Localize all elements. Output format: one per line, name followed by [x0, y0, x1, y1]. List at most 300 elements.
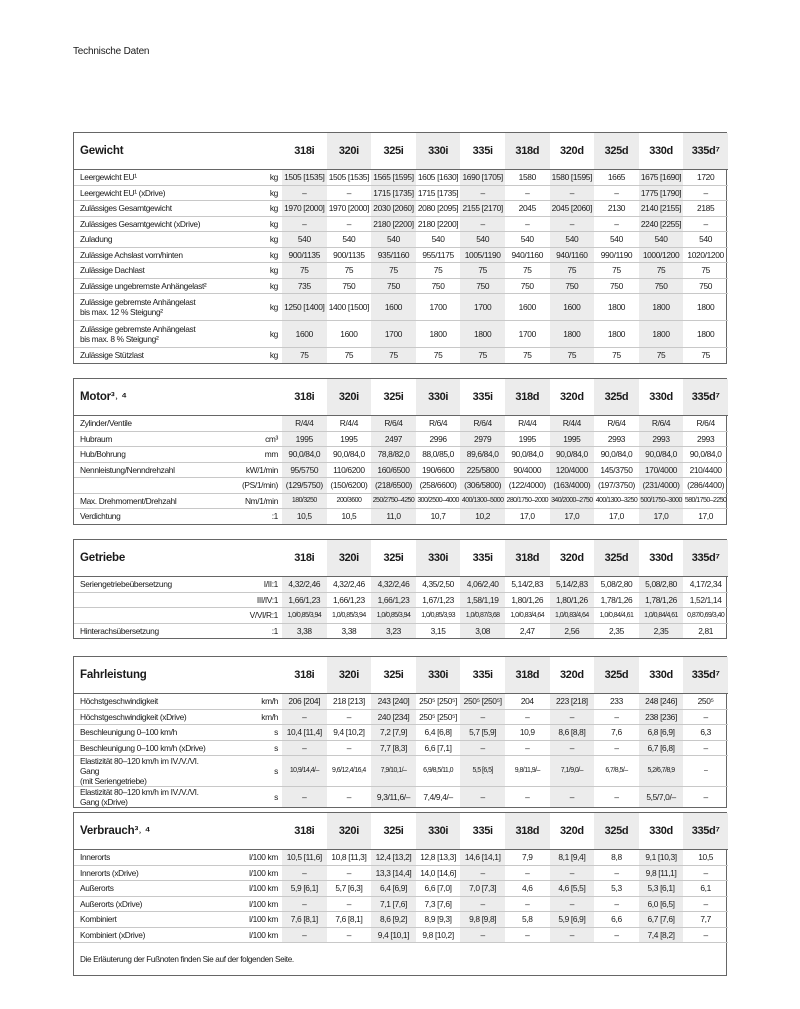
row-unit: (PS/1/min)	[214, 478, 282, 494]
value-cell: –	[327, 709, 372, 725]
value-cell: 2155 [2170]	[460, 201, 505, 217]
table-row	[74, 263, 728, 279]
model-header: 330i	[416, 379, 461, 416]
value-cell: 1800	[639, 294, 684, 321]
value-cell: 1,58/1,19	[460, 592, 505, 608]
value-cell: 8,6 [8,8]	[550, 725, 595, 741]
value-cell: R/6/4	[371, 416, 416, 432]
value-cell: –	[460, 740, 505, 756]
model-header: 325i	[371, 133, 416, 170]
value-cell: 1995	[282, 431, 327, 447]
value-cell: –	[460, 927, 505, 943]
row-unit: kW/1/min	[214, 462, 282, 478]
value-cell: 3,23	[371, 623, 416, 638]
row-label: Zulässige Dachlast	[74, 263, 214, 279]
value-cell: 7,6 [8,1]	[327, 912, 372, 928]
value-cell: 2180 [2200]	[416, 216, 461, 232]
table-row	[74, 725, 728, 741]
value-cell: 5,5 [6,5]	[460, 756, 505, 787]
value-cell: 75	[344, 350, 354, 361]
row-label: Verdichtung	[80, 511, 121, 522]
value-cell: 750	[327, 278, 372, 294]
value-cell: 243 [240]	[371, 694, 416, 710]
value-cell: 90,0/84,0	[594, 447, 639, 463]
value-cell: 190/6600	[416, 462, 461, 478]
value-cell: 1565 [1595]	[371, 170, 416, 186]
table-row	[74, 247, 728, 263]
value-cell: 1,0/0,85/3,93	[416, 608, 461, 624]
model-header: 320d	[550, 540, 595, 577]
value-cell: 1720	[683, 170, 728, 186]
model-header: 325d	[594, 379, 639, 416]
value-cell: –	[594, 216, 639, 232]
table-row	[74, 232, 728, 248]
model-header: 330i	[416, 813, 461, 850]
spec-table	[74, 813, 728, 975]
value-cell: R/6/4	[594, 416, 639, 432]
value-cell: 160/6500	[371, 462, 416, 478]
value-cell: 110/6200	[327, 462, 372, 478]
value-cell: 1970 [2000]	[327, 201, 372, 217]
value-cell: –	[282, 740, 327, 756]
value-cell: 200/3600	[327, 493, 372, 509]
value-cell: 540	[639, 232, 684, 248]
table-row	[74, 216, 728, 232]
model-header: 320i	[327, 657, 372, 694]
model-header: 320d	[550, 813, 595, 850]
value-cell: 6,6	[594, 912, 639, 928]
section-header-row	[74, 540, 728, 577]
row-unit: mm	[214, 447, 282, 463]
value-cell: 10,7	[430, 511, 446, 522]
section-title: Gewicht	[74, 133, 282, 170]
row-label: Kombiniert (xDrive)	[74, 927, 214, 943]
model-header: 318i	[282, 657, 327, 694]
value-cell: 1700	[371, 321, 416, 348]
value-cell: 1,0/0,85/3,94	[282, 608, 327, 624]
table-row	[74, 201, 728, 217]
value-cell: 14,6 [14,1]	[460, 850, 505, 866]
value-cell: –	[282, 185, 327, 201]
value-cell: –	[327, 185, 372, 201]
model-header: 318d	[505, 540, 550, 577]
row-label: Nennleistung/Nenndrehzahl	[74, 462, 214, 478]
value-cell: 1715 [1735]	[371, 185, 416, 201]
value-cell: 75	[460, 263, 505, 279]
model-header: 325d	[594, 657, 639, 694]
value-cell: 1,0/0,85/3,94	[327, 608, 372, 624]
value-cell: 75	[594, 263, 639, 279]
table-row	[74, 416, 728, 432]
row-unit: kg	[269, 350, 278, 361]
value-cell: 7,1 [7,6]	[371, 896, 416, 912]
table-row	[74, 709, 728, 725]
value-cell: 17,0	[698, 511, 714, 522]
value-cell: 900/1135	[282, 247, 327, 263]
value-cell: 2240 [2255]	[639, 216, 684, 232]
value-cell: 8,1 [9,4]	[550, 850, 595, 866]
value-cell: 4,32/2,46	[371, 577, 416, 593]
model-header: 318i	[282, 813, 327, 850]
value-cell: 940/1160	[505, 247, 550, 263]
table-row	[74, 462, 728, 478]
value-cell: 9,8 [9,8]	[460, 912, 505, 928]
value-cell: 1800	[594, 321, 639, 348]
value-cell: –	[683, 185, 728, 201]
section-header-row	[74, 133, 728, 170]
value-cell: 7,7	[683, 912, 728, 928]
value-cell: 1,0/0,83/4,64	[550, 608, 595, 624]
value-cell: 7,6	[594, 725, 639, 741]
row-unit: kg	[214, 232, 282, 248]
value-cell: –	[327, 896, 372, 912]
value-cell: –	[550, 865, 595, 881]
value-cell: 540	[594, 232, 639, 248]
model-header: 320i	[327, 133, 372, 170]
spec-table	[74, 379, 728, 524]
value-cell: 1,80/1,26	[550, 592, 595, 608]
model-header: 335i	[460, 813, 505, 850]
model-header: 318i	[282, 133, 327, 170]
value-cell: 14,0 [14,6]	[416, 865, 461, 881]
value-cell: (150/6200)	[327, 478, 372, 494]
table-row	[74, 431, 728, 447]
value-cell: –	[346, 792, 352, 802]
value-cell: 1,52/1,14	[683, 592, 728, 608]
value-cell: 5,7 [6,3]	[327, 881, 372, 897]
value-cell: 735	[282, 278, 327, 294]
model-header: 335d⁷	[683, 813, 728, 850]
value-cell: –	[282, 896, 327, 912]
row-unit: s	[274, 792, 279, 802]
value-cell: 5,14/2,83	[505, 577, 550, 593]
value-cell: 1800	[460, 321, 505, 348]
section-title: Getriebe	[74, 540, 282, 577]
row-label: Beschleunigung 0–100 km/h (xDrive)	[74, 740, 214, 756]
value-cell: 10,5 [11,6]	[282, 850, 327, 866]
value-cell: –	[594, 185, 639, 201]
value-cell: R/6/4	[683, 416, 728, 432]
value-cell: 5,9 [6,1]	[282, 881, 327, 897]
value-cell: 1800	[683, 321, 728, 348]
value-cell: –	[282, 865, 327, 881]
row-label: Elastizität 80–120 km/h im IV./V./VI. Gang (xDrive)	[80, 787, 199, 807]
value-cell: 90,0/84,0	[550, 447, 595, 463]
value-cell: –	[550, 927, 595, 943]
value-cell: 75	[282, 263, 327, 279]
value-cell: 78,8/82,0	[371, 447, 416, 463]
table-row	[74, 912, 728, 928]
value-cell: 2497	[371, 431, 416, 447]
value-cell: 7,4/9,4/–	[423, 792, 453, 802]
value-cell: –	[327, 927, 372, 943]
value-cell: 10,5	[683, 850, 728, 866]
value-cell: 750	[505, 278, 550, 294]
value-cell: 1800	[639, 321, 684, 348]
table-row	[74, 170, 728, 186]
value-cell: –	[505, 927, 550, 943]
value-cell: 2,35	[609, 625, 624, 636]
value-cell: –	[683, 865, 728, 881]
value-cell: –	[683, 709, 728, 725]
value-cell: 1,0/0,84/4,61	[639, 608, 684, 624]
model-header: 325d	[594, 540, 639, 577]
value-cell: –	[327, 865, 372, 881]
value-cell: –	[550, 896, 595, 912]
value-cell: (163/4000)	[550, 478, 595, 494]
value-cell: 7,4 [8,2]	[639, 927, 684, 943]
value-cell: 89,6/84,0	[460, 447, 505, 463]
value-cell: 540	[460, 232, 505, 248]
value-cell: 2140 [2155]	[639, 201, 684, 217]
value-cell: 9,8 [11,1]	[639, 865, 684, 881]
value-cell: 1505 [1535]	[282, 170, 327, 186]
value-cell: 1,66/1,23	[327, 592, 372, 608]
value-cell: 17,0	[550, 509, 595, 524]
row-label: Leergewicht EU¹ (xDrive)	[74, 185, 214, 201]
row-label: Innerorts	[74, 850, 214, 866]
row-label	[74, 592, 214, 608]
section-verbrauch	[73, 812, 727, 976]
value-cell: 6,4 [6,8]	[416, 725, 461, 741]
model-header: 325i	[371, 540, 416, 577]
value-cell: 9,4 [10,1]	[371, 927, 416, 943]
value-cell: 1,78/1,26	[639, 592, 684, 608]
value-cell: (129/5750)	[282, 478, 327, 494]
value-cell: 1600	[505, 294, 550, 321]
row-label: Zulässige ungebremste Anhängelast²	[74, 278, 214, 294]
model-header: 320i	[327, 379, 372, 416]
row-label: Zulässige Stützlast	[80, 350, 144, 361]
value-cell: 1675 [1690]	[639, 170, 684, 186]
value-cell: 1800	[594, 294, 639, 321]
value-cell: 6,6 [7,0]	[416, 881, 461, 897]
value-cell: 5,3 [6,1]	[639, 881, 684, 897]
value-cell: (258/6600)	[416, 478, 461, 494]
table-row	[74, 608, 728, 624]
value-cell: 250⁵ [250⁵]	[416, 709, 461, 725]
row-unit: l/100 km	[214, 850, 282, 866]
value-cell: 5,3	[594, 881, 639, 897]
value-cell: (231/4000)	[639, 478, 684, 494]
model-header: 335i	[460, 379, 505, 416]
value-cell: 9,8 [10,2]	[416, 927, 461, 943]
value-cell: –	[614, 792, 619, 802]
value-cell: 300/2500–4000	[416, 493, 461, 509]
value-cell: (286/4400)	[683, 478, 728, 494]
model-header: 325i	[371, 379, 416, 416]
spec-table	[74, 657, 728, 807]
model-header: 325d	[594, 133, 639, 170]
value-cell: –	[550, 740, 595, 756]
value-cell: R/4/4	[505, 416, 550, 432]
value-cell: 1,0/0,85/3,94	[371, 608, 416, 624]
value-cell: –	[505, 896, 550, 912]
value-cell: 540	[327, 232, 372, 248]
row-unit: kg	[214, 247, 282, 263]
value-cell: 1600	[327, 321, 372, 348]
model-header: 330i	[416, 540, 461, 577]
value-cell: 7,6 [8,1]	[282, 912, 327, 928]
model-header: 325i	[371, 657, 416, 694]
row-label: Hubraum	[74, 431, 214, 447]
value-cell: –	[282, 216, 327, 232]
value-cell: 17,0	[639, 509, 684, 524]
value-cell: 340/2000–2750	[550, 493, 595, 509]
value-cell: 1800	[550, 321, 595, 348]
row-label: Kombiniert	[74, 912, 214, 928]
value-cell: 2993	[683, 431, 728, 447]
value-cell: 5,7 [5,9]	[460, 725, 505, 741]
row-label: Zulässiges Gesamtgewicht (xDrive)	[74, 216, 214, 232]
row-unit: kg	[214, 321, 282, 348]
row-unit: l/100 km	[214, 881, 282, 897]
value-cell: 1800	[416, 321, 461, 348]
table-row	[74, 447, 728, 463]
value-cell: –	[594, 709, 639, 725]
value-cell: 1700	[505, 321, 550, 348]
model-header: 330d	[639, 657, 684, 694]
value-cell: 1,66/1,23	[371, 592, 416, 608]
value-cell: 1,66/1,23	[282, 592, 327, 608]
page-title: Technische Daten	[73, 46, 150, 57]
value-cell: 9,3/11,6/–	[371, 787, 416, 808]
value-cell: 6,6 [7,1]	[416, 740, 461, 756]
value-cell: R/4/4	[282, 416, 327, 432]
row-unit: s	[214, 725, 282, 741]
section-header-row	[74, 657, 728, 694]
model-header: 325i	[371, 813, 416, 850]
row-unit: l/100 km	[214, 927, 282, 943]
value-cell: 6,7 [7,6]	[639, 912, 684, 928]
value-cell: 10,8 [11,3]	[327, 850, 372, 866]
value-cell: 145/3750	[594, 462, 639, 478]
value-cell: 400/1300–3250	[594, 493, 639, 509]
value-cell: 9,8/11,9/–	[505, 756, 550, 787]
row-unit: km/h	[214, 709, 282, 725]
value-cell: R/6/4	[460, 416, 505, 432]
value-cell: 5,2/6,7/8,9	[639, 756, 684, 787]
row-label: Höchstgeschwindigkeit (xDrive)	[74, 709, 214, 725]
value-cell: (306/5800)	[460, 478, 505, 494]
value-cell: 935/1160	[371, 247, 416, 263]
row-unit: l/100 km	[214, 865, 282, 881]
value-cell: 6,7 [6,8]	[639, 740, 684, 756]
value-cell: 75	[416, 263, 461, 279]
value-cell: 75	[522, 350, 532, 361]
value-cell: –	[505, 185, 550, 201]
model-header: 330d	[639, 133, 684, 170]
value-cell: –	[460, 216, 505, 232]
value-cell: 2045	[505, 201, 550, 217]
value-cell: 88,0/85,0	[416, 447, 461, 463]
value-cell: R/6/4	[416, 416, 461, 432]
value-cell: –	[505, 709, 550, 725]
value-cell: 2030 [2060]	[371, 201, 416, 217]
value-cell: –	[683, 927, 728, 943]
value-cell: 2185	[683, 201, 728, 217]
value-cell: 218 [213]	[327, 694, 372, 710]
value-cell: 75	[701, 350, 710, 361]
value-cell: 4,6	[505, 881, 550, 897]
table-row	[74, 493, 728, 509]
value-cell: 1250 [1400]	[282, 294, 327, 321]
row-unit: kg	[214, 278, 282, 294]
value-cell: –	[594, 927, 639, 943]
value-cell: 750	[371, 278, 416, 294]
value-cell: 540	[416, 232, 461, 248]
row-unit: kg	[214, 201, 282, 217]
section-motor	[73, 378, 727, 525]
value-cell: 75	[550, 263, 595, 279]
spec-table	[74, 133, 728, 363]
model-header: 318d	[505, 657, 550, 694]
value-cell: –	[460, 865, 505, 881]
value-cell: 1995	[505, 431, 550, 447]
section-gewicht	[73, 132, 727, 364]
spec-table	[74, 540, 728, 638]
footnote-row	[74, 943, 728, 976]
value-cell: 12,8 [13,3]	[416, 850, 461, 866]
model-header: 318d	[505, 133, 550, 170]
value-cell: –	[505, 740, 550, 756]
value-cell: 75	[371, 348, 416, 363]
row-label: Beschleunigung 0–100 km/h	[74, 725, 214, 741]
value-cell: 5,8	[505, 912, 550, 928]
value-cell: 7,9/10,1/–	[371, 756, 416, 787]
value-cell: 12,4 [13,2]	[371, 850, 416, 866]
value-cell: 8,8	[594, 850, 639, 866]
value-cell: R/6/4	[639, 416, 684, 432]
row-unit: km/h	[214, 694, 282, 710]
row-label: Leergewicht EU¹	[74, 170, 214, 186]
value-cell: 238 [236]	[639, 709, 684, 725]
value-cell: 75	[683, 263, 728, 279]
model-header: 335i	[460, 133, 505, 170]
value-cell: 1665	[594, 170, 639, 186]
value-cell: 90,0/84,0	[327, 447, 372, 463]
value-cell: R/4/4	[550, 416, 595, 432]
row-label: Zulässige Achslast vorn/hinten	[74, 247, 214, 263]
value-cell: 3,38	[341, 625, 357, 636]
row-label: Außerorts	[74, 881, 214, 897]
table-row	[74, 348, 728, 363]
value-cell: 9,4 [10,2]	[327, 725, 372, 741]
row-unit: l/100 km	[214, 912, 282, 928]
section-fahrleistung	[73, 656, 727, 808]
value-cell: 940/1160	[550, 247, 595, 263]
value-cell: –	[594, 896, 639, 912]
value-cell: 1,67/1,23	[416, 592, 461, 608]
table-row	[74, 592, 728, 608]
value-cell: 250⁵ [250⁵]	[416, 694, 461, 710]
value-cell: 540	[282, 232, 327, 248]
value-cell: 2,35	[639, 623, 684, 638]
value-cell: 750	[594, 278, 639, 294]
value-cell: 90/4000	[505, 462, 550, 478]
value-cell: –	[282, 709, 327, 725]
model-header: 320d	[550, 133, 595, 170]
section-title: Fahrleistung	[74, 657, 282, 694]
value-cell: 7,2 [7,9]	[371, 725, 416, 741]
model-header: 330d	[639, 379, 684, 416]
value-cell: 750	[416, 278, 461, 294]
model-header: 335d⁷	[683, 657, 728, 694]
value-cell: 75	[371, 263, 416, 279]
table-row	[74, 881, 728, 897]
row-label: Zulässige gebremste Anhängelast bis max. 12 % Steigung²	[74, 294, 214, 321]
value-cell: 2130	[594, 201, 639, 217]
